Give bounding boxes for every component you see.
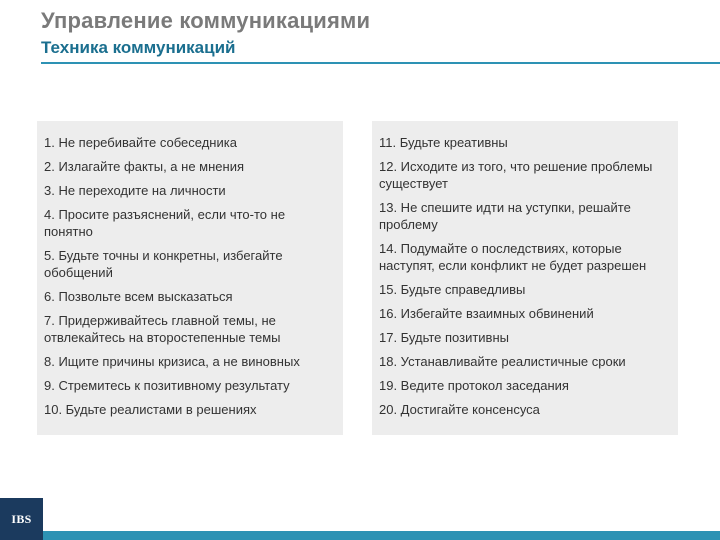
list-item: 16. Избегайте взаимных обвинений [379,306,594,321]
left-rules-panel [37,121,343,435]
list-item: 8. Ищите причины кризиса, а не виновных [44,354,300,369]
list-item: 3. Не переходите на личности [44,183,226,198]
list-item: 13. Не спешите идти на уступки, решайте проблему [379,200,631,232]
list-item: 12. Исходите из того, что решение проблемы существует [379,159,653,191]
list-item: 11. Будьте креативны [379,135,508,150]
list-item: 14. Подумайте о последствиях, которые наступят, если конфликт не будет разрешен [379,241,647,273]
list-item: 1. Не перебивайте собеседника [44,135,237,150]
header-divider [41,62,720,64]
list-item: 15. Будьте справедливы [379,282,526,297]
list-item: 6. Позвольте всем высказаться [44,289,233,304]
footer-accent-bar [43,531,720,540]
page-subtitle: Техника коммуникаций [41,38,236,57]
ibs-logo: IBS [0,498,43,540]
right-rules-panel [372,121,678,435]
list-item: 5. Будьте точны и конкретны, избегайте обобщений [44,248,283,280]
list-item: 4. Просите разъяснений, если что-то не понятно [44,207,286,239]
list-item: 10. Будьте реалистами в решениях [44,402,257,417]
list-item: 18. Устанавливайте реалистичные сроки [379,354,626,369]
list-item: 20. Достигайте консенсуса [379,402,540,417]
list-item: 19. Ведите протокол заседания [379,378,569,393]
list-item: 7. Придерживайтесь главной темы, не отвлекайтесь на второстепенные темы [44,313,281,345]
list-item: 9. Стремитесь к позитивному результату [44,378,290,393]
list-item: 2. Излагайте факты, а не мнения [44,159,244,174]
page-title: Управление коммуникациями [41,8,371,33]
list-item: 17. Будьте позитивны [379,330,509,345]
